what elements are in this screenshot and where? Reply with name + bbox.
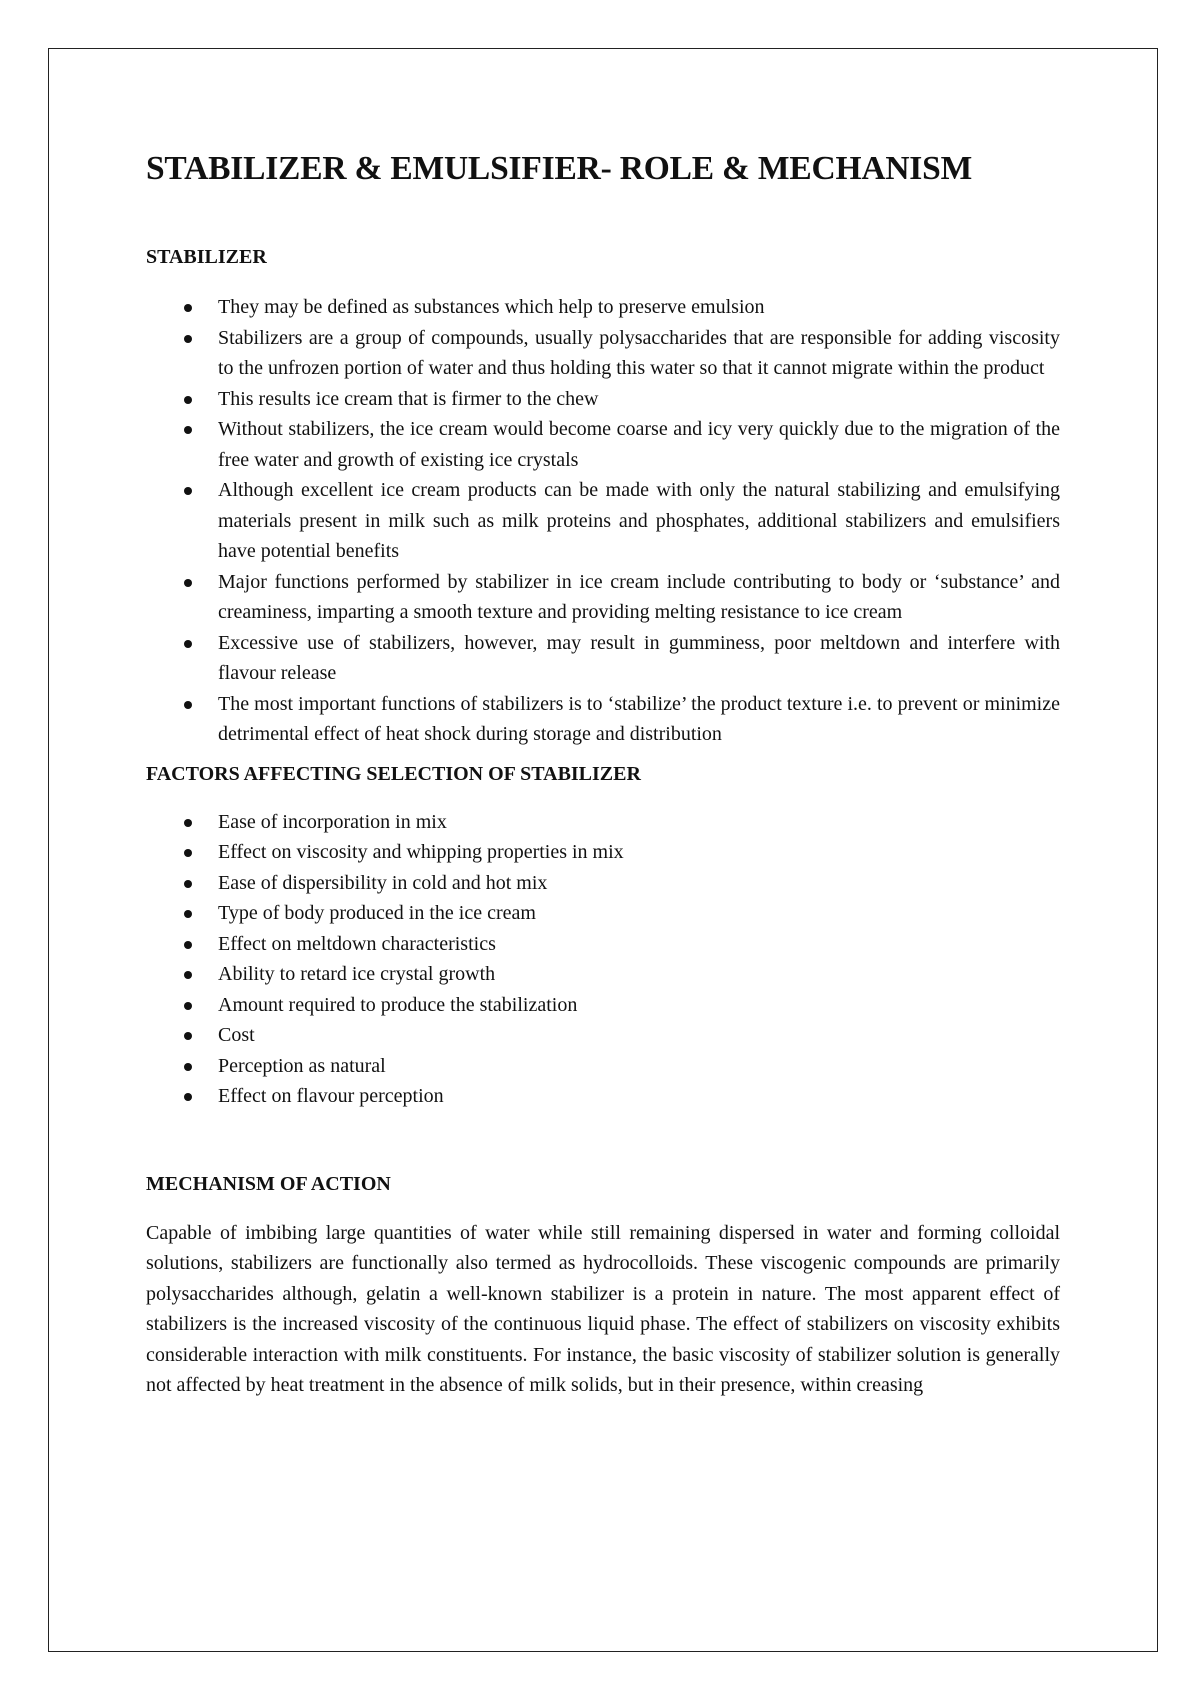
bullet-icon — [184, 396, 192, 404]
bullet-icon — [184, 579, 192, 587]
list-item — [146, 990, 1060, 1021]
bullet-icon — [184, 941, 192, 949]
list-item-text: Ease of incorporation in mix — [218, 810, 447, 833]
document-body — [146, 143, 1060, 1401]
list-item-text: Perception as natural — [218, 1054, 386, 1077]
mechanism-paragraph: Capable of imbibing large quantities of water while still remaining dispersed in water and forming colloidal solutions, stabilizers are functionally also termed as hydrocolloids. These viscogenic compounds are primarily polysaccharides although, gelatin a well-known stabilizer is a protein in nature. The most apparent effect of stabilizers is the increased viscosity of the continuous liquid phase. The effect of stabilizers on viscosity exhibits considerable interaction with milk constituents. For instance, the basic viscosity of stabilizer solution is generally not affected by heat treatment in the absence of milk solids, but in their presence, within creasing — [146, 1221, 1060, 1396]
list-item — [146, 929, 1060, 960]
bullet-icon — [184, 1002, 192, 1010]
list-item-text: They may be defined as substances which help to preserve emulsion — [218, 296, 765, 318]
list-item-text: This results ice cream that is firmer to the chew — [218, 387, 599, 410]
bullet-icon — [184, 426, 192, 434]
list-item-text: Effect on meltdown characteristics — [218, 932, 496, 955]
list-item-text: Ability to retard ice crystal growth — [218, 963, 496, 985]
list-item — [146, 1020, 1060, 1051]
list-item-text: Without stabilizers, the ice cream would become coarse and icy very quickly due to the migration of the free water and growth of existing ice crystals — [218, 418, 1060, 471]
list-item — [146, 868, 1060, 899]
bullet-icon — [184, 1093, 192, 1101]
list-item — [146, 807, 1060, 838]
list-item-text: Although excellent ice cream products can be made with only the natural stabilizing and emulsifying materials present in milk such as milk proteins and phosphates, additional stabilizers and emulsifiers have potential benefits — [218, 479, 1060, 562]
list-item — [146, 567, 1060, 628]
list-item — [146, 292, 1060, 323]
list-item — [146, 628, 1060, 689]
list-item-text: Effect on viscosity and whipping properties in mix — [218, 841, 624, 863]
list-item — [146, 959, 1060, 990]
list-item — [146, 1081, 1060, 1112]
list-item-text: Ease of dispersibility in cold and hot mix — [218, 871, 548, 894]
bullet-icon — [184, 304, 192, 312]
list-item-text: Type of body produced in the ice cream — [218, 902, 536, 924]
list-item — [146, 837, 1060, 868]
list-item — [146, 689, 1060, 750]
factors-bullet-list — [146, 807, 1060, 1112]
list-item-text: Cost — [218, 1024, 255, 1046]
section-heading-mechanism: MECHANISM OF ACTION — [146, 1172, 391, 1195]
bullet-icon — [184, 487, 192, 495]
bullet-icon — [184, 880, 192, 888]
list-item — [146, 1051, 1060, 1082]
list-item — [146, 475, 1060, 567]
list-item-text: Effect on flavour perception — [218, 1085, 444, 1107]
bullet-icon — [184, 819, 192, 827]
list-item-text: Amount required to produce the stabilization — [218, 993, 578, 1016]
section-heading-stabilizer: STABILIZER — [146, 246, 267, 268]
bullet-icon — [184, 1032, 192, 1040]
list-item-text: Excessive use of stabilizers, however, may result in gumminess, poor meltdown and interfere with flavour release — [218, 631, 1060, 684]
section-heading-factors: FACTORS AFFECTING SELECTION OF STABILIZER — [146, 762, 641, 785]
bullet-icon — [184, 910, 192, 918]
list-item — [146, 898, 1060, 929]
bullet-icon — [184, 849, 192, 857]
list-item — [146, 414, 1060, 475]
list-item — [146, 384, 1060, 415]
list-item-text: Stabilizers are a group of compounds, usually polysaccharides that are responsible for adding viscosity to the unfrozen portion of water and thus holding this water so that it cannot migrate within the product — [218, 326, 1060, 379]
document-title: STABILIZER & EMULSIFIER- ROLE & MECHANISM — [146, 150, 972, 187]
bullet-icon — [184, 971, 192, 979]
bullet-icon — [184, 1063, 192, 1071]
list-item-text: Major functions performed by stabilizer in ice cream include contributing to body or ‘substance’ and creaminess, imparting a smooth texture and providing melting resistance to ice cream — [218, 570, 1060, 623]
list-item-text: The most important functions of stabilizers is to ‘stabilize’ the product texture i.e. to prevent or minimize detrimental effect of heat shock during storage and distribution — [218, 692, 1060, 745]
list-item — [146, 323, 1060, 384]
stabilizer-bullet-list — [146, 292, 1060, 750]
bullet-icon — [184, 335, 192, 343]
bullet-icon — [184, 640, 192, 648]
bullet-icon — [184, 701, 192, 709]
